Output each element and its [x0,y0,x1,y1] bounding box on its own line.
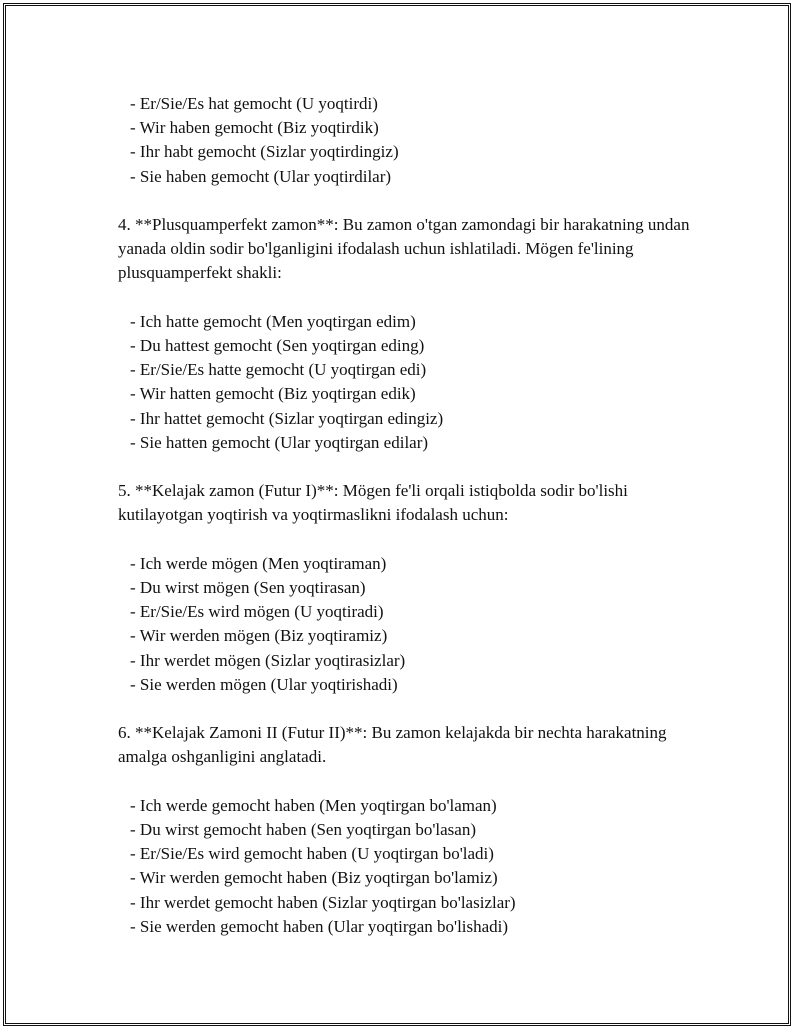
list-item: - Ihr werdet mögen (Sizlar yoqtirasizlar) [130,650,406,670]
paragraph-futur-1: 5. **Kelajak zamon (Futur I)**: Mögen fe'li orqali istiqbolda sodir bo'lishi kutilayotgan yoqtirish va yoqtirmaslikni ifodalash uchun: [118,481,628,525]
list-item: - Wir haben gemocht (Biz yoqtirdik) [130,118,379,138]
list-item: - Er/Sie/Es hatte gemocht (U yoqtirgan edi) [130,360,427,380]
list-item: - Du wirst gemocht haben (Sen yoqtirgan bo'lasan) [130,820,476,839]
list-item: - Ihr habt gemocht (Sizlar yoqtirdingiz) [130,142,399,162]
list-item: - Du wirst mögen (Sen yoqtirasan) [130,578,366,597]
list-item: - Er/Sie/Es wird mögen (U yoqtiradi) [130,602,384,622]
list-item: - Ich werde mögen (Men yoqtiraman) [130,553,387,573]
list-item: - Du hattest gemocht (Sen yoqtirgan eding) [130,336,425,355]
list-item: - Sie haben gemocht (Ular yoqtirdilar) [130,166,392,186]
document-body [118,92,708,939]
list-item: - Ich hatte gemocht (Men yoqtirgan edim) [130,311,416,331]
list-item: - Er/Sie/Es wird gemocht haben (U yoqtirgan bo'ladi) [130,844,494,864]
list-item: - Wir werden gemocht haben (Biz yoqtirgan bo'lamiz) [130,868,498,888]
list-item: - Er/Sie/Es hat gemocht (U yoqtirdi) [130,94,378,113]
list-item: - Ich werde gemocht haben (Men yoqtirgan bo'laman) [130,795,497,815]
list-item: - Sie werden gemocht haben (Ular yoqtirgan bo'lishadi) [130,916,509,936]
conjugation-list-plusquamperfekt [118,310,708,455]
list-item: - Sie hatten gemocht (Ular yoqtirgan edilar) [130,432,429,452]
conjugation-list-perfekt [118,92,708,189]
list-item: - Sie werden mögen (Ular yoqtirishadi) [130,674,398,694]
conjugation-list-futur-2 [118,794,708,939]
paragraph-plusquamperfekt: 4. **Plusquamperfekt zamon**: Bu zamon o'tgan zamondagi bir harakatning undan yanada oldin sodir bo'lganligini ifodalash uchun ishlatiladi. Mögen fe'lining plusquamperfekt shakli: [118,215,690,283]
list-item: - Wir werden mögen (Biz yoqtiramiz) [130,626,388,646]
conjugation-list-futur-1 [118,552,708,697]
list-item: - Ihr hattet gemocht (Sizlar yoqtirgan edingiz) [130,408,444,428]
list-item: - Ihr werdet gemocht haben (Sizlar yoqtirgan bo'lasizlar) [130,892,516,912]
list-item: - Wir hatten gemocht (Biz yoqtirgan edik) [130,384,416,404]
paragraph-futur-2: 6. **Kelajak Zamoni II (Futur II)**: Bu zamon kelajakda bir nechta harakatning amalga oshganligini anglatadi. [118,723,667,767]
